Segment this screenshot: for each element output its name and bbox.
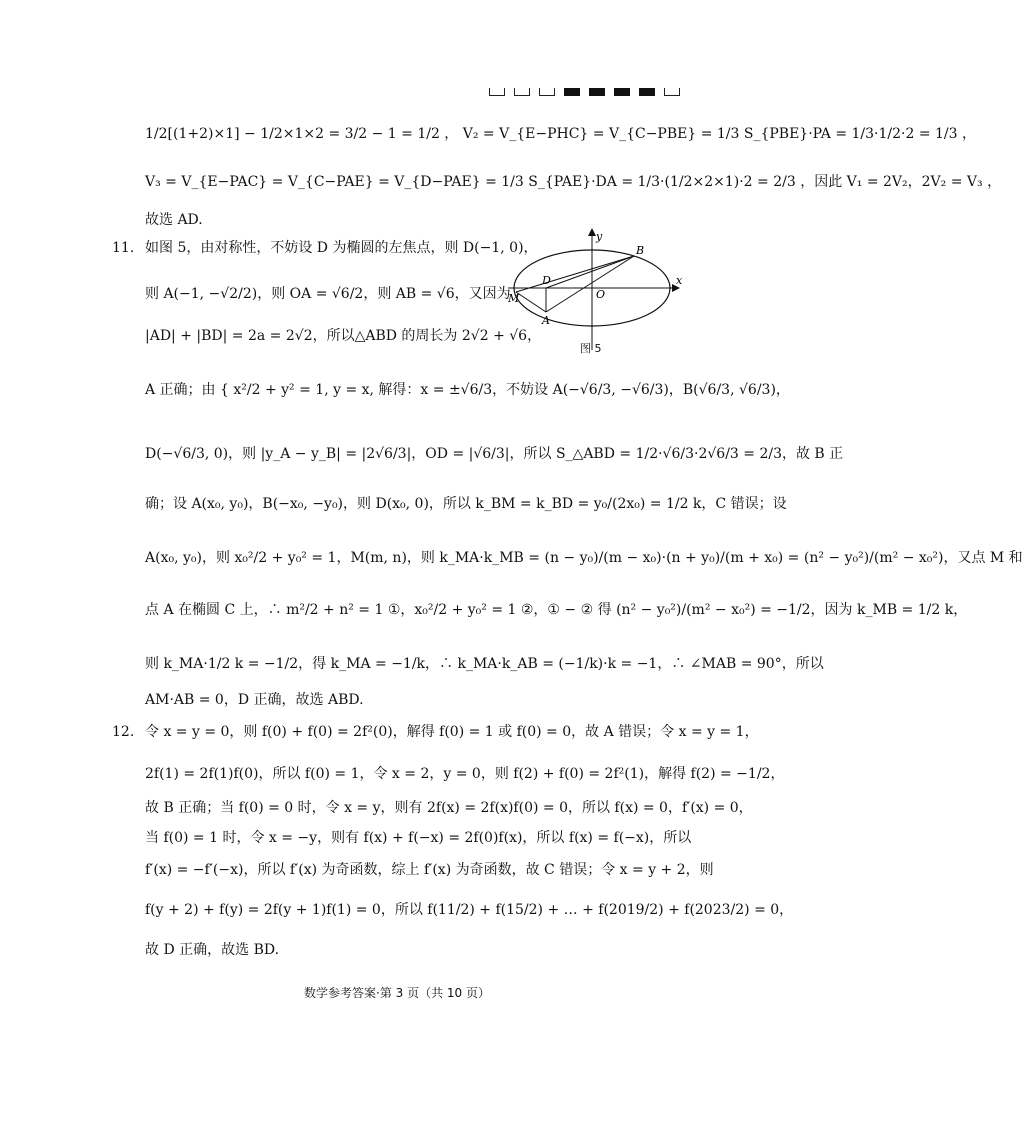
- q11-line-1: 如图 5，由对称性，不妨设 D 为椭圆的左焦点，则 D(−1, 0)，: [145, 240, 538, 256]
- q12-line-4: 当 f(0) = 1 时，令 x = −y，则有 f(x) + f(−x) = 2f(0)f(x)，所以 f(x) = f(−x)，所以: [145, 830, 692, 846]
- label-x: x: [676, 274, 683, 287]
- figure-caption: 图 5: [580, 342, 602, 355]
- label-m: M: [508, 292, 520, 305]
- header-mark: [539, 88, 555, 96]
- q12-line-7: 故 D 正确，故选 BD.: [145, 942, 280, 958]
- header-mark: [564, 88, 580, 96]
- label-b: B: [636, 244, 645, 257]
- segment-ab: [546, 256, 634, 312]
- q12-line-3: 故 B 正确；当 f(0) = 0 时，令 x = y，则有 2f(x) = 2f(x)f(0) = 0，所以 f(x) = 0，f′(x) = 0，: [145, 800, 753, 816]
- q10-line-2: V₃ = V_{E−PAC} = V_{C−PAE} = V_{D−PAE} = 1/3 S_{PAE}·DA = 1/3·(1/2×2×1)·2 = 2/3 ，因此 V₁ = 2V₂，2V₂ = V₃ ，: [145, 174, 1002, 190]
- q11-number: 11.: [112, 240, 135, 256]
- label-a: A: [542, 314, 550, 327]
- header-mark: [664, 88, 680, 96]
- header-mark: [589, 88, 605, 96]
- q11-line-4: A 正确；由 { x²/2 + y² = 1, y = x, 解得：x = ±√6/3，不妨设 A(−√6/3, −√6/3)，B(√6/3, √6/3)，: [145, 382, 790, 398]
- header-mark: [489, 88, 505, 96]
- q11-line-5: D(−√6/3, 0)，则 |y_A − y_B| = |2√6/3|，OD = |√6/3|，所以 S_△ABD = 1/2·√6/3·2√6/3 = 2/3，故 B 正: [145, 446, 844, 462]
- q11-line-9: 则 k_MA·1/2 k = −1/2，得 k_MA = −1/k，∴ k_MA·k_AB = (−1/k)·k = −1，∴ ∠MAB = 90°，所以: [145, 656, 824, 672]
- q11-line-7: A(x₀, y₀)，则 x₀²/2 + y₀² = 1，M(m, n)，则 k_MA·k_MB = (n − y₀)/(m − x₀)·(n + y₀)/(m + x₀) = (n² − y₀²)/(m² − x₀²)，又点 M 和: [145, 550, 1023, 566]
- q11-line-3: |AD| + |BD| = 2a = 2√2，所以△ABD 的周长为 2√2 + √6，: [145, 328, 542, 344]
- q11-line-2: 则 A(−1, −√2/2)，则 OA = √6/2，则 AB = √6，又因为: [145, 286, 511, 302]
- q11-line-8: 点 A 在椭圆 C 上，∴ m²/2 + n² = 1 ①，x₀²/2 + y₀² = 1 ②，① − ② 得 (n² − y₀²)/(m² − x₀²) = −1/2，因为 k_MB = 1/2 k，: [145, 602, 968, 618]
- label-d: D: [542, 274, 551, 287]
- segment-mb: [516, 256, 634, 292]
- label-y: y: [596, 230, 603, 243]
- label-o: O: [596, 288, 606, 301]
- y-axis-arrow: [588, 228, 596, 236]
- segment-db: [546, 256, 634, 288]
- q12-line-2: 2f(1) = 2f(1)f(0)，所以 f(0) = 1，令 x = 2，y = 0，则 f(2) + f(0) = 2f²(1)，解得 f(2) = −1/2，: [145, 766, 785, 782]
- header-mark: [614, 88, 630, 96]
- q11-line-6: 确；设 A(x₀, y₀)，B(−x₀, −y₀)，则 D(x₀, 0)，所以 k_BM = k_BD = y₀/(2x₀) = 1/2 k，C 错误；设: [145, 496, 787, 512]
- header-mark: [639, 88, 655, 96]
- figure-ellipse: [508, 228, 688, 356]
- q10-line-1: 1/2[(1+2)×1] − 1/2×1×2 = 3/2 − 1 = 1/2 ， V₂ = V_{E−PHC} = V_{C−PBE} = 1/3 S_{PBE}·PA = 1/3·1/2·2 = 1/3 ，: [145, 126, 977, 142]
- q12-line-5: f′(x) = −f′(−x)，所以 f′(x) 为奇函数，综上 f′(x) 为奇函数，故 C 错误；令 x = y + 2，则: [145, 862, 714, 878]
- page-footer: 数学参考答案·第 3 页（共 10 页）: [304, 986, 490, 1000]
- header-marks: [489, 88, 680, 96]
- q12-line-6: f(y + 2) + f(y) = 2f(y + 1)f(1) = 0，所以 f(11/2) + f(15/2) + … + f(2019/2) + f(2023/2) = 0，: [145, 902, 794, 918]
- segment-ma: [516, 292, 546, 312]
- q12-number: 12.: [112, 724, 135, 740]
- q10-line-3: 故选 AD.: [145, 212, 203, 228]
- q12-line-1: 令 x = y = 0，则 f(0) + f(0) = 2f²(0)，解得 f(0) = 1 或 f(0) = 0，故 A 错误；令 x = y = 1，: [145, 724, 759, 740]
- q11-line-10: AM·AB = 0，D 正确，故选 ABD.: [145, 692, 364, 708]
- header-mark: [514, 88, 530, 96]
